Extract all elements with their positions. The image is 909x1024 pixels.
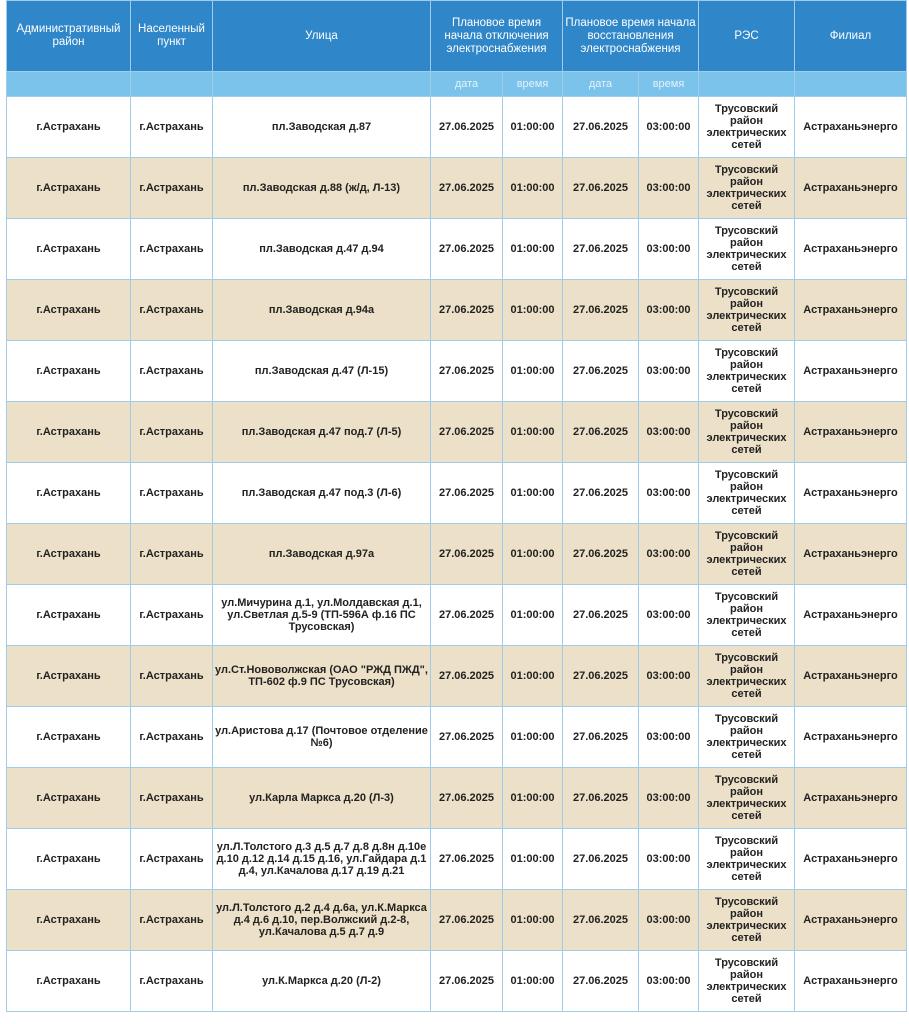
cell-district: г.Астрахань [7, 219, 131, 280]
cell-locality: г.Астрахань [131, 402, 213, 463]
table-row [7, 829, 907, 890]
cell-branch: Астраханьэнерго [795, 951, 907, 1012]
cell-street: ул.Карла Маркса д.20 (Л-3) [213, 768, 431, 829]
cell-street: пл.Заводская д.47 под.7 (Л-5) [213, 402, 431, 463]
table-row [7, 341, 907, 402]
cell-res: Трусовский район электрических сетей [699, 707, 795, 768]
cell-street: ул.Аристова д.17 (Почтовое отделение №6) [213, 707, 431, 768]
cell-off-time: 01:00:00 [503, 219, 563, 280]
header-off-time: Плановое время начала отключения электроснабжения [431, 1, 563, 72]
cell-off-time: 01:00:00 [503, 707, 563, 768]
header-res: РЭС [699, 1, 795, 72]
table-row [7, 280, 907, 341]
cell-res: Трусовский район электрических сетей [699, 890, 795, 951]
cell-off-date: 27.06.2025 [431, 402, 503, 463]
cell-locality: г.Астрахань [131, 707, 213, 768]
cell-branch: Астраханьэнерго [795, 768, 907, 829]
cell-branch: Астраханьэнерго [795, 280, 907, 341]
cell-on-time: 03:00:00 [639, 524, 699, 585]
cell-district: г.Астрахань [7, 951, 131, 1012]
cell-on-date: 27.06.2025 [563, 646, 639, 707]
cell-res: Трусовский район электрических сетей [699, 829, 795, 890]
table-row [7, 890, 907, 951]
cell-res: Трусовский район электрических сетей [699, 219, 795, 280]
cell-on-date: 27.06.2025 [563, 341, 639, 402]
cell-branch: Астраханьэнерго [795, 890, 907, 951]
cell-off-date: 27.06.2025 [431, 646, 503, 707]
cell-street: ул.Ст.Нововолжская (ОАО "РЖД ПЖД", ТП-602 ф.9 ПС Трусовская) [213, 646, 431, 707]
cell-on-date: 27.06.2025 [563, 158, 639, 219]
table-row [7, 158, 907, 219]
cell-on-date: 27.06.2025 [563, 280, 639, 341]
cell-on-date: 27.06.2025 [563, 97, 639, 158]
cell-street: пл.Заводская д.47 д.94 [213, 219, 431, 280]
cell-off-date: 27.06.2025 [431, 158, 503, 219]
cell-branch: Астраханьэнерго [795, 219, 907, 280]
cell-on-date: 27.06.2025 [563, 951, 639, 1012]
cell-district: г.Астрахань [7, 158, 131, 219]
cell-street: пл.Заводская д.88 (ж/д, Л-13) [213, 158, 431, 219]
cell-on-time: 03:00:00 [639, 951, 699, 1012]
cell-off-date: 27.06.2025 [431, 97, 503, 158]
cell-district: г.Астрахань [7, 402, 131, 463]
cell-off-time: 01:00:00 [503, 890, 563, 951]
table-row [7, 219, 907, 280]
cell-off-date: 27.06.2025 [431, 951, 503, 1012]
cell-district: г.Астрахань [7, 707, 131, 768]
cell-on-time: 03:00:00 [639, 402, 699, 463]
cell-branch: Астраханьэнерго [795, 463, 907, 524]
cell-branch: Астраханьэнерго [795, 585, 907, 646]
table-row [7, 951, 907, 1012]
cell-off-time: 01:00:00 [503, 829, 563, 890]
cell-district: г.Астрахань [7, 890, 131, 951]
cell-on-time: 03:00:00 [639, 280, 699, 341]
cell-off-time: 01:00:00 [503, 341, 563, 402]
cell-off-time: 01:00:00 [503, 646, 563, 707]
subheader-empty [795, 72, 907, 97]
cell-street: ул.Л.Толстого д.3 д.5 д.7 д.8 д.8н д.10е д.10 д.12 д.14 д.15 д.16, ул.Гайдара д.1 д.4, ул.Качалова д.17 д.19 д.21 [213, 829, 431, 890]
cell-district: г.Астрахань [7, 97, 131, 158]
header-locality: Населенный пункт [131, 1, 213, 72]
cell-off-date: 27.06.2025 [431, 280, 503, 341]
cell-street: ул.Мичурина д.1, ул.Молдавская д.1, ул.Светлая д.5-9 (ТП-596А ф.16 ПС Трусовская) [213, 585, 431, 646]
cell-on-date: 27.06.2025 [563, 402, 639, 463]
cell-branch: Астраханьэнерго [795, 524, 907, 585]
cell-on-time: 03:00:00 [639, 341, 699, 402]
table-row [7, 463, 907, 524]
cell-locality: г.Астрахань [131, 219, 213, 280]
cell-on-time: 03:00:00 [639, 97, 699, 158]
cell-street: пл.Заводская д.47 под.3 (Л-6) [213, 463, 431, 524]
cell-locality: г.Астрахань [131, 768, 213, 829]
cell-branch: Астраханьэнерго [795, 97, 907, 158]
table-row [7, 97, 907, 158]
cell-locality: г.Астрахань [131, 585, 213, 646]
cell-off-date: 27.06.2025 [431, 890, 503, 951]
cell-off-time: 01:00:00 [503, 585, 563, 646]
cell-off-time: 01:00:00 [503, 402, 563, 463]
cell-on-date: 27.06.2025 [563, 707, 639, 768]
cell-off-time: 01:00:00 [503, 768, 563, 829]
cell-district: г.Астрахань [7, 280, 131, 341]
table-row [7, 585, 907, 646]
cell-off-date: 27.06.2025 [431, 585, 503, 646]
cell-off-time: 01:00:00 [503, 463, 563, 524]
cell-off-time: 01:00:00 [503, 280, 563, 341]
cell-res: Трусовский район электрических сетей [699, 97, 795, 158]
cell-on-date: 27.06.2025 [563, 585, 639, 646]
cell-branch: Астраханьэнерго [795, 829, 907, 890]
subheader-off-date: дата [431, 72, 503, 97]
cell-on-time: 03:00:00 [639, 585, 699, 646]
cell-on-date: 27.06.2025 [563, 890, 639, 951]
cell-street: ул.К.Маркса д.20 (Л-2) [213, 951, 431, 1012]
cell-on-time: 03:00:00 [639, 646, 699, 707]
header-branch: Филиал [795, 1, 907, 72]
cell-branch: Астраханьэнерго [795, 646, 907, 707]
cell-off-time: 01:00:00 [503, 158, 563, 219]
subheader-empty [213, 72, 431, 97]
cell-on-time: 03:00:00 [639, 158, 699, 219]
cell-res: Трусовский район электрических сетей [699, 585, 795, 646]
subheader-empty [699, 72, 795, 97]
cell-street: пл.Заводская д.87 [213, 97, 431, 158]
cell-district: г.Астрахань [7, 646, 131, 707]
cell-off-date: 27.06.2025 [431, 219, 503, 280]
cell-district: г.Астрахань [7, 341, 131, 402]
cell-res: Трусовский район электрических сетей [699, 341, 795, 402]
header-restore-time: Плановое время начала восстановления электроснабжения [563, 1, 699, 72]
cell-on-date: 27.06.2025 [563, 524, 639, 585]
subheader-empty [7, 72, 131, 97]
table-row [7, 707, 907, 768]
table-row [7, 646, 907, 707]
cell-on-time: 03:00:00 [639, 707, 699, 768]
cell-street: ул.Л.Толстого д.2 д.4 д.6а, ул.К.Маркса д.4 д.6 д.10, пер.Волжский д.2-8, ул.Качалова д.5 д.7 д.9 [213, 890, 431, 951]
cell-on-date: 27.06.2025 [563, 463, 639, 524]
cell-off-time: 01:00:00 [503, 524, 563, 585]
subheader-on-time: время [639, 72, 699, 97]
cell-locality: г.Астрахань [131, 463, 213, 524]
cell-off-date: 27.06.2025 [431, 707, 503, 768]
cell-off-date: 27.06.2025 [431, 768, 503, 829]
cell-off-time: 01:00:00 [503, 951, 563, 1012]
cell-district: г.Астрахань [7, 768, 131, 829]
table-row [7, 768, 907, 829]
cell-locality: г.Астрахань [131, 524, 213, 585]
cell-branch: Астраханьэнерго [795, 402, 907, 463]
cell-res: Трусовский район электрических сетей [699, 768, 795, 829]
cell-off-date: 27.06.2025 [431, 524, 503, 585]
subheader-empty [131, 72, 213, 97]
cell-on-time: 03:00:00 [639, 219, 699, 280]
cell-street: пл.Заводская д.97а [213, 524, 431, 585]
cell-on-date: 27.06.2025 [563, 219, 639, 280]
cell-res: Трусовский район электрических сетей [699, 463, 795, 524]
cell-on-time: 03:00:00 [639, 463, 699, 524]
cell-res: Трусовский район электрических сетей [699, 951, 795, 1012]
cell-locality: г.Астрахань [131, 97, 213, 158]
cell-on-date: 27.06.2025 [563, 829, 639, 890]
subheader-off-time: время [503, 72, 563, 97]
cell-street: пл.Заводская д.47 (Л-15) [213, 341, 431, 402]
cell-off-date: 27.06.2025 [431, 829, 503, 890]
cell-locality: г.Астрахань [131, 341, 213, 402]
cell-res: Трусовский район электрических сетей [699, 524, 795, 585]
cell-off-date: 27.06.2025 [431, 341, 503, 402]
cell-district: г.Астрахань [7, 585, 131, 646]
table-row [7, 524, 907, 585]
cell-district: г.Астрахань [7, 463, 131, 524]
cell-locality: г.Астрахань [131, 951, 213, 1012]
cell-on-date: 27.06.2025 [563, 768, 639, 829]
subheader-on-date: дата [563, 72, 639, 97]
table-row [7, 402, 907, 463]
cell-street: пл.Заводская д.94а [213, 280, 431, 341]
cell-locality: г.Астрахань [131, 890, 213, 951]
cell-branch: Астраханьэнерго [795, 707, 907, 768]
cell-res: Трусовский район электрических сетей [699, 402, 795, 463]
cell-locality: г.Астрахань [131, 280, 213, 341]
cell-branch: Астраханьэнерго [795, 158, 907, 219]
cell-on-time: 03:00:00 [639, 890, 699, 951]
cell-locality: г.Астрахань [131, 158, 213, 219]
cell-off-date: 27.06.2025 [431, 463, 503, 524]
cell-res: Трусовский район электрических сетей [699, 280, 795, 341]
header-street: Улица [213, 1, 431, 72]
cell-district: г.Астрахань [7, 524, 131, 585]
cell-district: г.Астрахань [7, 829, 131, 890]
cell-res: Трусовский район электрических сетей [699, 158, 795, 219]
cell-on-time: 03:00:00 [639, 829, 699, 890]
cell-branch: Астраханьэнерго [795, 341, 907, 402]
cell-locality: г.Астрахань [131, 646, 213, 707]
cell-res: Трусовский район электрических сетей [699, 646, 795, 707]
cell-off-time: 01:00:00 [503, 97, 563, 158]
outage-table [6, 0, 907, 1012]
cell-on-time: 03:00:00 [639, 768, 699, 829]
cell-locality: г.Астрахань [131, 829, 213, 890]
header-district: Административный район [7, 1, 131, 72]
